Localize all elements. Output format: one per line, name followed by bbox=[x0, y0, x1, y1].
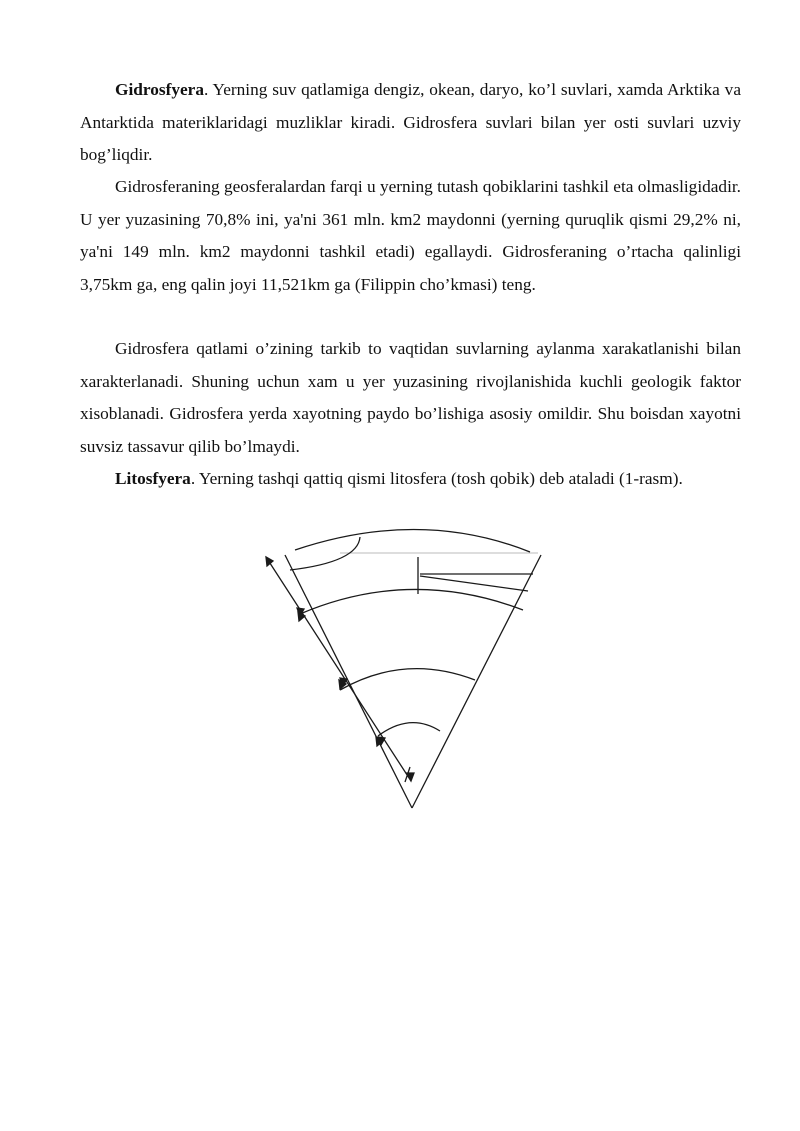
layer-arc-1 bbox=[300, 589, 523, 614]
paragraph-text: Gidrosferaning geosferalardan farqi u yerning tutash qobiklarini tashkil eta olmasligidadir. U yer yuzasining 70,8% ini, ya'ni 361 mln. km2 maydonni (yerning quruqlik qismi 29,2% ni, ya'ni 149 mln. km2 maydonni tashkil etadi) egallaydi. Gidrosferaning o’rtacha qalinligi 3,75km ga, eng qalin joyi 11,521km ga (Filippin cho’kmasi) teng. bbox=[80, 177, 741, 294]
paragraph-text: . Yerning tashqi qattiq qismi litosfera (tosh qobik) deb ataladi (1-rasm). bbox=[190, 469, 683, 488]
paragraph-text: . Yerning suv qatlamiga dengiz, okean, daryo, ko’l suvlari, xamda Arktika va Antarktida materiklaridagi muzliklar kiradi. Gidrosfera suvlari bilan yer osti suvlari uzviy bog’liqdir. bbox=[80, 80, 741, 164]
layer-arc-3 bbox=[378, 723, 440, 736]
wedge-left-edge bbox=[285, 555, 412, 808]
term-hydrosphere: Gidrosfyera bbox=[115, 80, 204, 99]
continental-slope-curve bbox=[290, 537, 360, 570]
surface-arc bbox=[295, 529, 530, 552]
crust-layer-line-2 bbox=[420, 576, 528, 591]
wedge-right-edge bbox=[412, 555, 541, 808]
earth-layers-diagram bbox=[255, 520, 555, 820]
term-lithosphere: Litosfyera bbox=[115, 469, 191, 488]
arrow-head-icon bbox=[298, 612, 305, 621]
paragraph-hydrosphere-area bbox=[80, 171, 741, 301]
arrow-head-icon bbox=[266, 557, 273, 566]
paragraph-lithosphere bbox=[80, 463, 741, 496]
paragraph-hydrosphere-role bbox=[80, 333, 741, 463]
paragraph-text: Gidrosfera qatlami o’zining tarkib to vaqtidan suvlarning aylanma xarakatlanishi bilan xarakterlanadi. Shuning uchun xam u yer yuzasining rivojlanishida kuchli geologik faktor xisoblanadi. Gidrosfera yerda xayotning paydo bo’lishiga asosiy omildir. Shu boisdan xayotni suvsiz tassavur qilib bo’lmaydi. bbox=[80, 339, 741, 456]
layer-arc-2 bbox=[340, 669, 475, 690]
paragraph-hydrosphere bbox=[80, 74, 741, 172]
